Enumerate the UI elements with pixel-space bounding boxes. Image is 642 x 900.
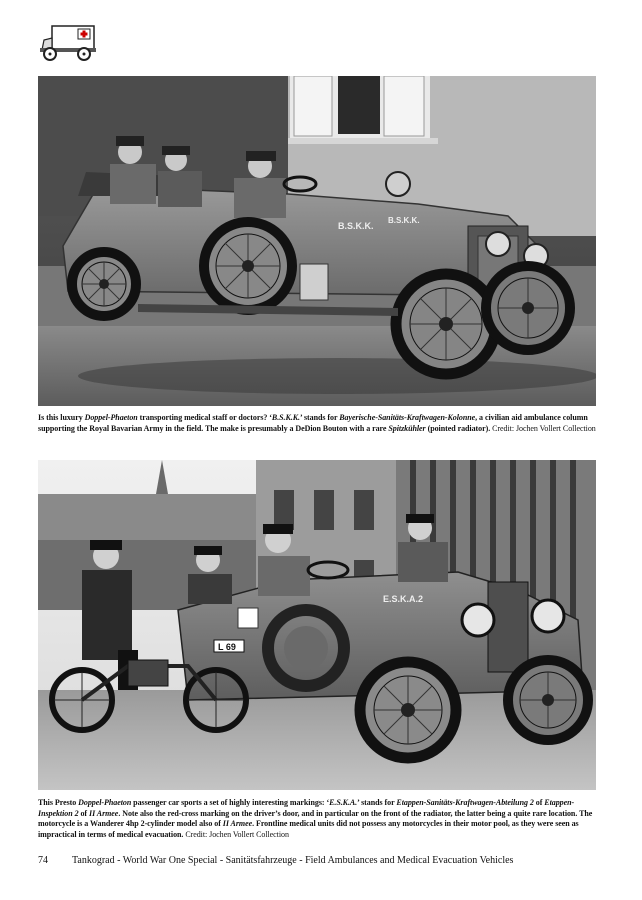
caption1-credit: Credit: Jochen Vollert Collection	[490, 423, 596, 433]
caption1-italic-4: Spitzkühler	[388, 423, 426, 433]
caption2-italic-1: Doppel-Phaeton	[78, 798, 132, 807]
caption1-text-1: Is this luxury	[38, 413, 85, 422]
caption1-text-4: , a civilian aid ambulance column supporting the Royal Bavarian Army in the field. The make is presumably a DeDion Bouton with a rare	[38, 413, 588, 433]
page-number: 74	[38, 855, 48, 866]
caption2-italic-5: II Armee	[89, 808, 119, 818]
photo-touring-car-bskk	[38, 76, 596, 406]
page-footer	[38, 855, 598, 866]
caption1-text-3: ’ stands for	[299, 413, 340, 422]
svg-text:B.S.K.K.: B.S.K.K.	[388, 216, 420, 225]
caption2-text-7: . Frontline medical units did not possess any motorcycles in their motor pool, as they were seen as impractical in terms of medical evacuation.	[38, 819, 579, 839]
running-title: Tankograd - World War One Special - Sanitätsfahrzeuge - Field Ambulances and Medical Evacuation Vehicles	[72, 855, 514, 866]
caption2-italic-6: II Armee	[222, 819, 253, 829]
caption2-text-5: of	[78, 808, 89, 818]
caption1-italic-2: B.S.K.K.	[271, 413, 300, 422]
photo-caption-1	[38, 413, 598, 434]
caption2-text-4: of	[533, 798, 545, 807]
caption2-text-1: This Presto	[38, 798, 79, 807]
photo-presto-car-eska	[38, 460, 596, 790]
svg-text:L 69: L 69	[218, 642, 236, 652]
svg-text:B.S.K.K.: B.S.K.K.	[338, 221, 374, 231]
caption1-text-5: (pointed radiator).	[425, 423, 491, 433]
photo-caption-2	[38, 798, 598, 840]
caption2-text-3: ’ stands for	[357, 798, 397, 807]
caption2-text-6: . Note also the red-cross marking on the driver’s door, and in particular on the front of the radiator, the latter being a quite rare location. The motorcycle is a Wanderer 4hp 2-cylinder model also of	[38, 808, 593, 829]
caption2-italic-4: Etappen-Inspektion 2	[38, 798, 575, 818]
caption2-italic-2: E.S.K.A.	[329, 798, 358, 807]
ambulance-logo-icon	[38, 22, 98, 62]
caption1-italic-3: Bayerische-Sanitäts-Kraftwagen-Kolonne	[339, 413, 476, 422]
caption1-italic-1: Doppel-Phaeton	[84, 413, 138, 422]
caption2-credit: Credit: Jochen Vollert Collection	[183, 829, 289, 839]
caption2-italic-3: Etappen-Sanitäts-Kraftwagen-Abteilung 2	[396, 798, 534, 807]
svg-text:E.S.K.A.2: E.S.K.A.2	[383, 594, 424, 604]
caption2-text-2: passenger car sports a set of highly interesting markings: ‘	[131, 798, 330, 807]
caption1-text-2: transporting medical staff or doctors? ‘	[137, 413, 272, 422]
